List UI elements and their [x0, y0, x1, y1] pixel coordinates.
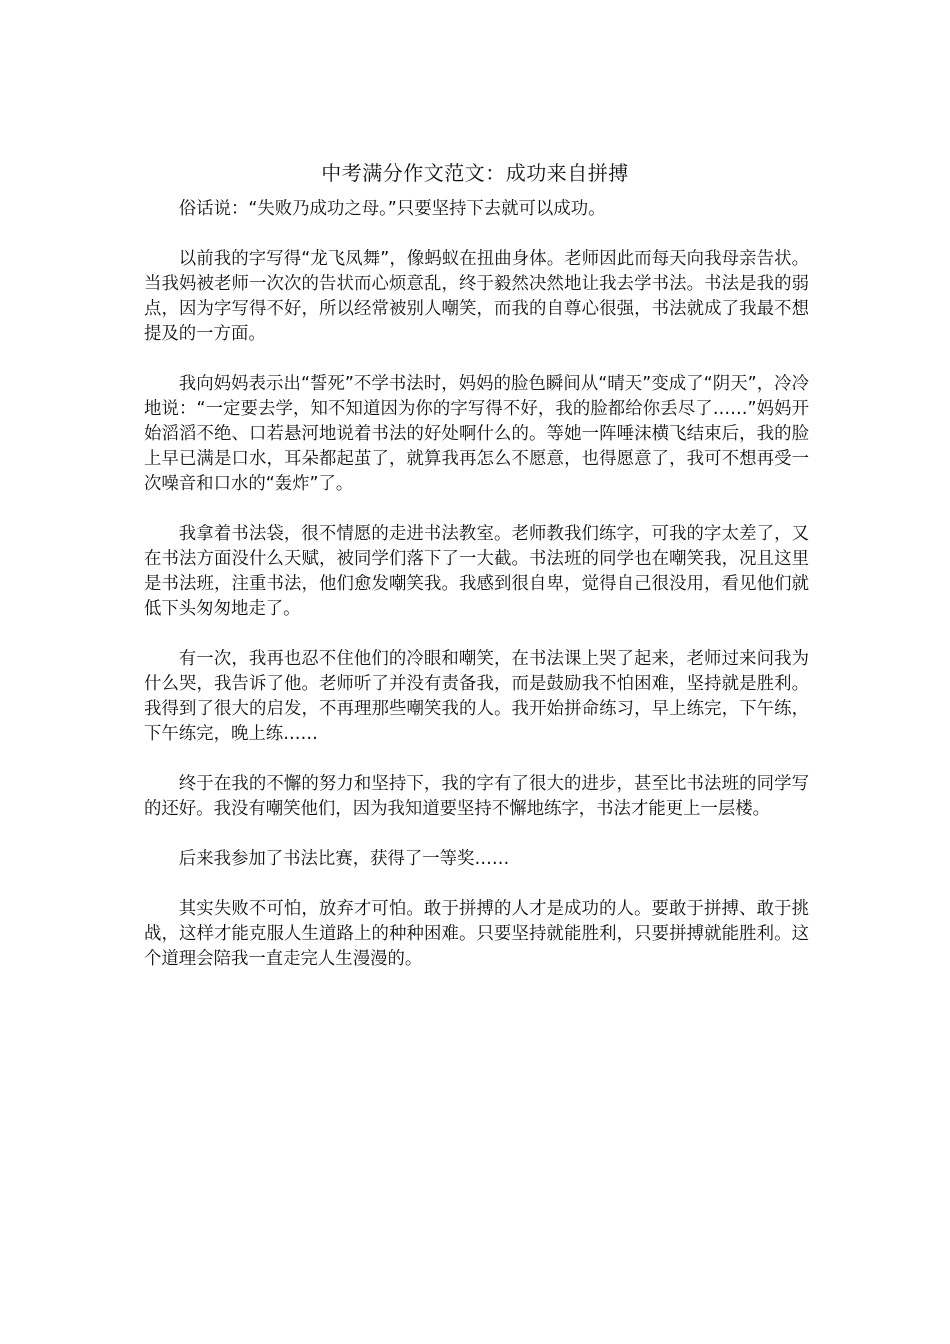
- paragraph: 有一次，我再也忍不住他们的冷眼和嘲笑，在书法课上哭了起来，老师过来问我为什么哭，我告诉了他。老师听了并没有责备我，而是鼓励我不怕困难，坚持就是胜利。我得到了很大的启发，不再理那些嘲笑我的人。我开始拼命练习，早上练完，下午练，下午练完，晚上练……: [144, 649, 809, 744]
- paragraph: 以前我的字写得“龙飞凤舞”，像蚂蚁在扭曲身体。老师因此而每天向我母亲告状。当我妈被老师一次次的告状而心烦意乱，终于毅然决然地让我去学书法。书法是我的弱点，因为字写得不好，所以经常被别人嘲笑，而我的自尊心很强，书法就成了我最不想提及的一方面。: [144, 249, 809, 344]
- paragraph: 俗话说：“失败乃成功之母。”只要坚持下去就可以成功。: [178, 199, 606, 219]
- document-body: [144, 197, 809, 997]
- paragraph: 我拿着书法袋，很不情愿的走进书法教室。老师教我们练字，可我的字太差了，又在书法方面没什么天赋，被同学们落下了一大截。书法班的同学也在嘲笑我，况且这里是书法班，注重书法，他们愈发嘲笑我。我感到很自卑，觉得自己很没用，看见他们就低下头匆匆地走了。: [144, 524, 809, 619]
- document-title: 中考满分作文范文：成功来自拼搏: [321, 161, 629, 185]
- paragraph: 我向妈妈表示出“誓死”不学书法时，妈妈的脸色瞬间从“晴天”变成了“阴天”，冷冷地说：“一定要去学，知不知道因为你的字写得不好，我的脸都给你丢尽了……”妈妈开始滔滔不绝、口若悬河地说着书法的好处啊什么的。等她一阵唾沫横飞结束后，我的脸上早已满是口水，耳朵都起茧了，就算我再怎么不愿意，也得愿意了，我可不想再受一次噪音和口水的“轰炸”了。: [144, 374, 809, 494]
- paragraph: 终于在我的不懈的努力和坚持下，我的字有了很大的进步，甚至比书法班的同学写的还好。我没有嘲笑他们，因为我知道要坚持不懈地练字，书法才能更上一层楼。: [144, 774, 809, 819]
- paragraph: 其实失败不可怕，放弃才可怕。敢于拼搏的人才是成功的人。要敢于拼搏、敢于挑战，这样才能克服人生道路上的种种困难。只要坚持就能胜利，只要拼搏就能胜利。这个道理会陪我一直走完人生漫漫的。: [144, 899, 809, 969]
- paragraph: 后来我参加了书法比赛，获得了一等奖……: [178, 849, 510, 869]
